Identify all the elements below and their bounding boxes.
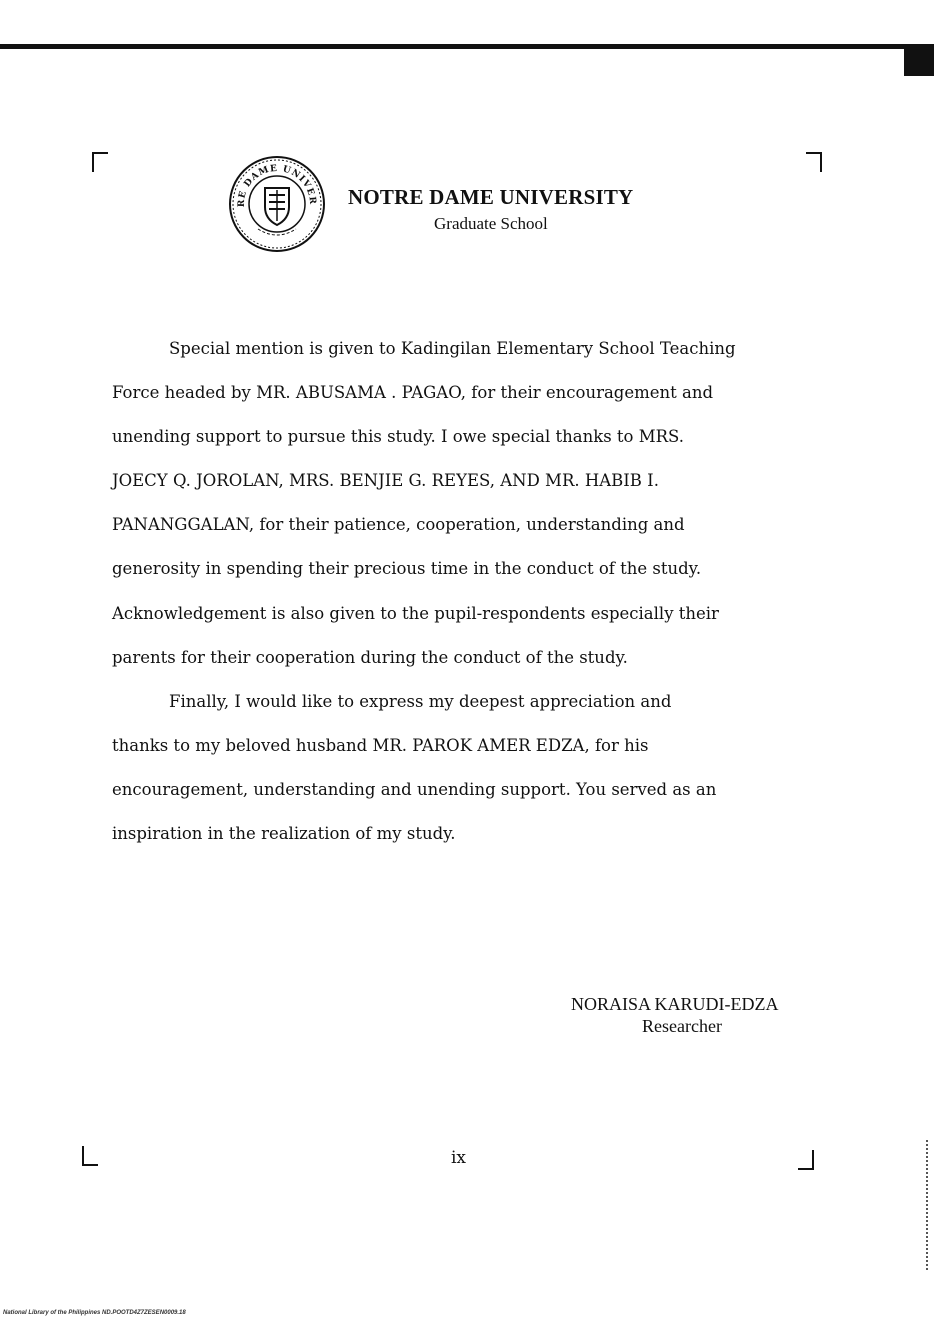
paragraph-2 bbox=[112, 680, 812, 856]
text-line: encouragement, understanding and unending support. You served as an bbox=[112, 779, 717, 799]
page-number: ix bbox=[451, 1148, 467, 1168]
scan-corner-block bbox=[904, 44, 934, 76]
crop-mark-top-left bbox=[92, 152, 108, 172]
scan-source-footer: National Library of the Philippines ND.POOTD4Z7ZESEN0009.18 bbox=[3, 1310, 186, 1316]
crop-mark-bottom-right bbox=[798, 1150, 814, 1170]
svg-text:NOTRE DAME UNIVERSITY bbox=[228, 155, 317, 207]
crop-mark-bottom-left bbox=[82, 1146, 98, 1166]
text-line: Special mention is given to Kadingilan Elementary School Teaching bbox=[169, 339, 736, 358]
text-line: Acknowledgement is also given to the pupil-respondents especially their bbox=[112, 603, 719, 623]
signer-role: Researcher bbox=[642, 1016, 722, 1036]
text-line: Force headed by MR. ABUSAMA . PAGAO, for their encouragement and bbox=[112, 383, 714, 403]
paragraph-1 bbox=[112, 327, 812, 680]
text-line: generosity in spending their precious time in the conduct of the study. bbox=[112, 559, 702, 579]
text-line: PANANGGALAN, for their patience, cooperation, understanding and bbox=[112, 515, 685, 535]
text-line: thanks to my beloved husband MR. PAROK AMER EDZA, for his bbox=[112, 735, 649, 755]
university-name: NOTRE DAME UNIVERSITY bbox=[348, 185, 634, 209]
crop-mark-top-right bbox=[806, 152, 822, 172]
text-line: unending support to pursue this study. I owe special thanks to MRS. bbox=[112, 427, 684, 447]
scan-edge-noise bbox=[926, 1140, 932, 1270]
text-line: Finally, I would like to express my deepest appreciation and bbox=[169, 691, 672, 711]
acknowledgement-body bbox=[112, 327, 812, 856]
university-seal bbox=[228, 155, 326, 253]
text-line: JOECY Q. JOROLAN, MRS. BENJIE G. REYES, AND MR. HABIB I. bbox=[112, 471, 659, 491]
text-line: parents for their cooperation during the conduct of the study. bbox=[112, 647, 628, 667]
text-line: inspiration in the realization of my study. bbox=[112, 824, 456, 844]
scan-top-border bbox=[0, 44, 905, 49]
signer-name: NORAISA KARUDI-EDZA bbox=[571, 994, 779, 1014]
school-name: Graduate School bbox=[434, 214, 548, 233]
seal-text: RE DAME UNIVER bbox=[236, 163, 318, 208]
